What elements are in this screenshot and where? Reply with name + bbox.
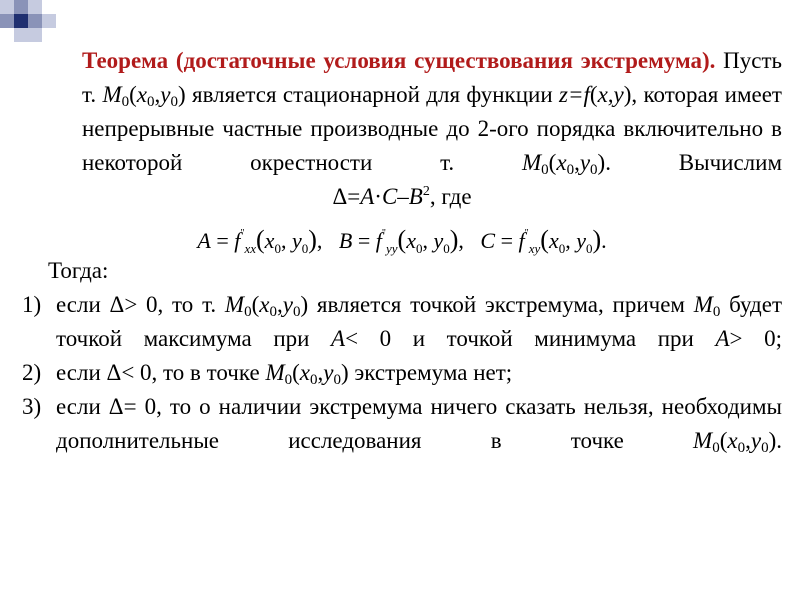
- list-item: [22, 390, 782, 458]
- text: если Δ> 0, то т.: [56, 292, 225, 317]
- math: f: [375, 228, 382, 253]
- text: Пусть т.: [82, 48, 782, 107]
- list-item-text: если Δ= 0, то о наличии экстремума ничего сказать нельзя, необходимы дополнительные исследования в точке $M_0(x_0,y_0)$.: [56, 394, 782, 456]
- deco-square: [28, 14, 42, 28]
- text: . Вычислим: [605, 150, 782, 175]
- math: x: [556, 150, 567, 175]
- math: 0: [170, 94, 178, 110]
- math: x: [548, 228, 559, 253]
- math: M: [224, 292, 245, 317]
- math: A: [715, 326, 730, 351]
- math: 0: [333, 372, 341, 388]
- slide-content: [22, 44, 782, 458]
- math: 0: [269, 304, 277, 320]
- math: f: [234, 228, 241, 253]
- math: 0: [121, 94, 130, 110]
- then-label: Тогда:: [48, 258, 109, 283]
- math: y: [576, 228, 586, 253]
- text: если Δ< 0, то в точке: [56, 360, 266, 385]
- math: M: [522, 150, 542, 175]
- math: 0: [590, 162, 598, 178]
- text: если Δ= 0, то о наличии экстремума ничего сказать нельзя, необходимы дополнительные исследования в точке: [56, 394, 782, 453]
- math: 0: [292, 304, 301, 320]
- math: A: [197, 228, 211, 253]
- text: будет точкой максимума при: [56, 292, 783, 351]
- list-number: 3): [22, 394, 42, 419]
- math: A: [360, 184, 375, 209]
- theorem-heading: Теорема (достаточные условия существования экстремума).: [82, 48, 716, 73]
- math: C: [381, 184, 398, 209]
- deco-square: [14, 14, 28, 28]
- text: < 0 и точкой минимума при: [345, 326, 716, 351]
- math: 0: [443, 241, 450, 256]
- math: 0: [712, 440, 720, 456]
- math: yy: [385, 241, 398, 256]
- deco-square: [14, 0, 28, 14]
- math: –: [397, 184, 409, 209]
- math: y: [750, 428, 762, 453]
- math: M: [102, 82, 122, 107]
- deco-square: [0, 14, 14, 28]
- list-item: [22, 356, 782, 390]
- list-number: 1): [22, 292, 42, 317]
- math: y: [579, 150, 591, 175]
- list-number: 2): [22, 360, 42, 385]
- math: z=f: [559, 82, 590, 107]
- math: 0: [558, 241, 566, 256]
- math: 0: [310, 372, 318, 388]
- math: 0: [541, 162, 549, 178]
- text: , которая имеет непрерывные частные производные до 2-ого порядка включительно в некоторой окрестности т.: [82, 82, 782, 175]
- deco-square: [14, 28, 28, 42]
- math: M: [265, 360, 285, 385]
- math: 2: [422, 184, 430, 199]
- math: y: [291, 228, 302, 253]
- math: 0: [284, 372, 293, 388]
- math: B: [408, 184, 423, 209]
- text: > 0;: [729, 326, 782, 351]
- text: является точкой экстремума, причем: [308, 292, 694, 317]
- math: x: [259, 292, 270, 317]
- math: ·: [374, 184, 382, 209]
- math: f: [518, 228, 525, 253]
- math: y: [433, 228, 444, 253]
- math: 0: [415, 241, 423, 256]
- text: , где: [429, 184, 472, 209]
- math: xx: [244, 241, 256, 256]
- math: 0: [585, 241, 593, 256]
- math: x: [406, 228, 416, 253]
- math: y: [160, 82, 171, 107]
- math: 0: [566, 162, 575, 178]
- text: экстремума нет;: [348, 360, 513, 385]
- math: 0: [274, 241, 281, 256]
- math: 0: [761, 440, 769, 456]
- math: ": [524, 228, 529, 239]
- math: A: [331, 326, 346, 351]
- math: x,y: [597, 82, 624, 107]
- math: 0: [244, 304, 252, 320]
- math: y: [282, 292, 293, 317]
- math: x: [727, 428, 738, 453]
- math: x: [136, 82, 148, 107]
- theorem-paragraph: Теорема (достаточные условия существования экстремума). Пусть т. $M_0(x_0,y_0)$ является стационарной для функции z=f(x,y), которая имеет непрерывные частные производные до 2-ого порядка включительно в некоторой окрестности т. $M_0(x_0,y_0)$. Вычислим: [82, 48, 782, 178]
- text: .: [776, 428, 782, 453]
- deco-square: [0, 0, 14, 14]
- list-item-text: если Δ< 0, то в точке $M_0(x_0,y_0)$ экстремума нет;: [56, 360, 513, 388]
- math: ": [381, 228, 386, 239]
- math: x: [264, 228, 275, 253]
- math: 0: [737, 440, 746, 456]
- text: является стационарной для функции: [185, 82, 560, 107]
- math: M: [693, 292, 713, 317]
- math: 0: [147, 94, 155, 110]
- math: x: [299, 360, 310, 385]
- deco-square: [28, 0, 42, 14]
- math: Δ=: [332, 184, 361, 209]
- math: y: [323, 360, 334, 385]
- list-item: [22, 288, 782, 356]
- math: M: [693, 428, 713, 453]
- math: 0: [301, 241, 309, 256]
- math: ": [240, 228, 245, 239]
- deco-square: [28, 28, 42, 42]
- delta-definition: [22, 180, 782, 214]
- math: xy: [528, 241, 541, 256]
- math: C: [480, 228, 496, 253]
- math: 0: [712, 304, 721, 320]
- list-item-text: если Δ> 0, то т. $M_0(x_0,y_0)$ является точкой экстремума, причем $M_0$ будет точкой максимума при A< 0 и точкой минимума при A> 0;: [56, 292, 783, 351]
- abc-formula: $A = f^"_{xx}(x_0$, $y_0$), $B = f^"_{yy}(x_0$, $y_0$), $C = f^"_{xy}(x_0$, $y_0$).: [197, 225, 607, 256]
- math: B: [338, 228, 353, 253]
- deco-square: [42, 14, 56, 28]
